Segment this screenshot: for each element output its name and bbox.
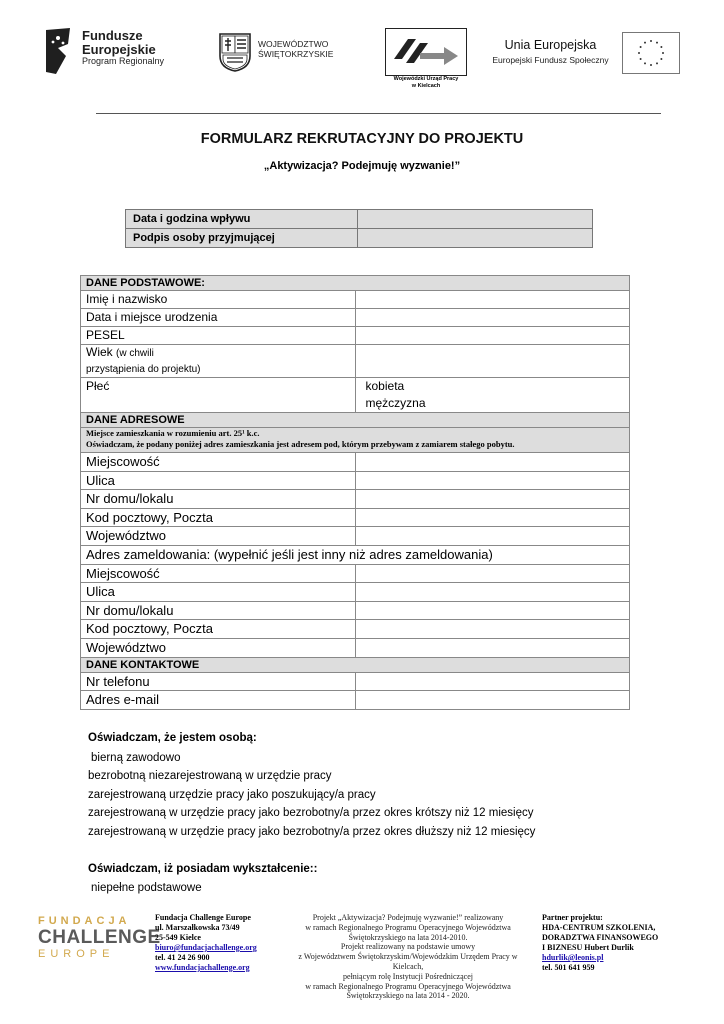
age-label (81, 345, 356, 378)
fundusze-europejskie-logo (44, 26, 76, 81)
table-row (81, 453, 630, 472)
proj-line1: Projekt „Aktywizacja? Podejmuję wyzwanie!” realizowany (312, 913, 504, 922)
sw-line2: ŚWIĘTOKRZYSKIE (258, 48, 334, 59)
fundusze-europejskie-text (82, 29, 164, 67)
status-option-3[interactable]: zarejestrowaną urzędzie pracy jako poszukujący/a pracy (88, 789, 376, 801)
status-option-5[interactable]: zarejestrowaną w urzędzie pracy jako bezrobotny/a przez okres dłuższy niż 12 miesięcy (88, 826, 536, 838)
table-row (81, 490, 630, 509)
partner-tel: tel. 501 641 959 (542, 963, 595, 972)
intake-signature-field[interactable] (358, 229, 593, 248)
proj-line5: z Województwem Świętokrzyskim/Wojewódzkim Urzędem Pracy w Kielcach, (298, 952, 518, 971)
partner-line2: DORADZTWA FINANSOWEGO (542, 933, 659, 942)
partner-line3: I BIZNESU Hubert Durlik (542, 943, 634, 952)
wup-line2: w Kielcach (411, 82, 441, 89)
partner-email-link[interactable]: hdurlik@leonis.pl (542, 953, 604, 962)
house-label: Nr domu/lokalu (81, 490, 356, 509)
registered-address-heading: Adres zameldowania: (wypełnić jeśli jest inny niż adres zameldowania) (81, 545, 630, 564)
partner-line1: HDA-CENTRUM SZKOLENIA, (542, 923, 656, 932)
partner-heading: Partner projektu: (542, 913, 603, 922)
ue-line2: Europejski Fundusz Społeczny (492, 55, 609, 65)
basic-data-heading: DANE PODSTAWOWE: (81, 276, 630, 291)
swietokrzyskie-crest-icon (218, 32, 252, 77)
address-note-line2: Oświadczam, że podany poniżej adres zamieszkania jest adresem pod, którym przebywam z zamiarem stałego pobytu. (86, 439, 515, 449)
proj-line6: pełniącym rolę Instytucji Pośredniczącej (343, 971, 473, 981)
org-tel: tel. 41 24 26 900 (155, 953, 210, 962)
intake-row (126, 229, 593, 248)
postal-field[interactable] (355, 508, 630, 527)
reg-postal-field[interactable] (355, 620, 630, 639)
table-row (81, 508, 630, 527)
reg-city-label: Miejscowość (81, 564, 356, 583)
foundation-address (155, 913, 257, 973)
age-label-note2: przystąpienia do projektu) (86, 364, 201, 375)
eu-flag-icon (622, 32, 680, 74)
intake-table (125, 209, 593, 248)
proj-line7: w ramach Regionalnego Programu Operacyjnego Województwa (305, 981, 511, 991)
ue-line1: Unia Europejska (504, 38, 597, 52)
status-option-4[interactable]: zarejestrowaną w urzędzie pracy jako bezrobotny/a przez okres krótszy niż 12 miesięcy (88, 807, 534, 819)
section-contact (81, 657, 630, 672)
table-row (81, 672, 630, 691)
age-label-main: Wiek (86, 345, 113, 359)
name-label: Imię i nazwisko (81, 291, 356, 309)
intake-date-label: Data i godzina wpływu (126, 210, 358, 229)
table-row (81, 564, 630, 583)
wup-logo (385, 28, 467, 76)
org-name: Fundacja Challenge Europe (155, 913, 251, 922)
age-label-note1: (w chwili (116, 348, 154, 359)
reg-street-field[interactable] (355, 583, 630, 602)
section-address (81, 413, 630, 428)
fc-word3: EUROPE (38, 948, 115, 960)
fc-word1: FUNDACJA (38, 915, 131, 927)
status-declaration-heading: Oświadczam, że jestem osobą: (88, 732, 257, 744)
page-title: FORMULARZ REKRUTACYJNY DO PROJEKTU (200, 131, 524, 147)
name-field[interactable] (355, 291, 630, 309)
table-row (81, 601, 630, 620)
reg-house-label: Nr domu/lokalu (81, 601, 356, 620)
province-label: Województwo (81, 527, 356, 546)
street-label: Ulica (81, 471, 356, 490)
header-divider (96, 113, 661, 114)
unia-europejska-text (488, 38, 613, 65)
org-city: 25-549 Kielce (155, 933, 201, 942)
org-street: ul. Marszałkowska 73/49 (155, 923, 240, 932)
sex-option-male[interactable]: mężczyzna (365, 396, 426, 410)
section-basic (81, 276, 630, 291)
sex-label: Płeć (81, 378, 356, 413)
table-row (81, 309, 630, 327)
proj-line4: Projekt realizowany na podstawie umowy (340, 942, 476, 952)
sex-option-female[interactable]: kobieta (365, 379, 405, 393)
reg-province-label: Województwo (81, 638, 356, 657)
table-row (81, 527, 630, 546)
address-note-line1: Miejsce zamieszkania w rozumieniu art. 25¹ k.c. (86, 428, 260, 438)
proj-line8: Świętokrzyskiego na lata 2014 - 2020. (346, 991, 470, 1001)
pesel-field[interactable] (355, 327, 630, 345)
address-note (81, 428, 630, 453)
phone-field[interactable] (355, 672, 630, 691)
reg-province-field[interactable] (355, 638, 630, 657)
reg-city-field[interactable] (355, 564, 630, 583)
table-row (81, 691, 630, 710)
house-field[interactable] (355, 490, 630, 509)
email-label: Adres e-mail (81, 691, 356, 710)
fundacja-challenge-logo (38, 915, 161, 961)
sw-line1: WOJEWÓDZTWO (258, 39, 329, 49)
reg-street-label: Ulica (81, 583, 356, 602)
project-subtitle: „Aktywizacja? Podejmuję wyzwanie!” (263, 160, 461, 172)
fe-line1: Fundusze (82, 28, 143, 43)
sex-options (355, 378, 630, 413)
project-info (290, 913, 526, 1001)
status-option-2[interactable]: bezrobotną niezarejestrowaną w urzędzie pracy (88, 770, 332, 782)
postal-label: Kod pocztowy, Poczta (81, 508, 356, 527)
province-field[interactable] (355, 527, 630, 546)
swietokrzyskie-text (258, 40, 333, 60)
phone-label: Nr telefonu (81, 672, 356, 691)
table-row (81, 638, 630, 657)
table-row (81, 620, 630, 639)
city-field[interactable] (355, 453, 630, 472)
address-note-row (81, 428, 630, 453)
birth-label: Data i miejsce urodzenia (81, 309, 356, 327)
project-partner (542, 913, 658, 973)
fe-line3: Program Regionalny (82, 56, 165, 67)
contact-heading: DANE KONTAKTOWE (81, 657, 630, 672)
table-row (81, 345, 630, 378)
education-option-1[interactable]: niepełne podstawowe (91, 882, 202, 894)
birth-field[interactable] (355, 309, 630, 327)
reg-postal-label: Kod pocztowy, Poczta (81, 620, 356, 639)
org-www-link[interactable]: www.fundacjachallenge.org (155, 963, 250, 972)
table-row (81, 471, 630, 490)
city-label: Miejscowość (81, 453, 356, 472)
status-option-1[interactable]: bierną zawodowo (91, 752, 181, 764)
wup-text (378, 76, 474, 89)
wup-line1: Wojewódzki Urząd Pracy (393, 76, 459, 82)
fc-word2: CHALLENGE (38, 927, 161, 948)
table-row (81, 583, 630, 602)
table-row (81, 291, 630, 309)
intake-date-field[interactable] (358, 210, 593, 229)
intake-signature-label: Podpis osoby przyjmującej (126, 229, 358, 248)
fe-line2: Europejskie (82, 41, 156, 57)
proj-line3: Świętokrzyskiego na lata 2014-2010. (348, 932, 468, 942)
address-heading: DANE ADRESOWE (81, 413, 630, 428)
intake-row (126, 210, 593, 229)
age-field[interactable] (355, 345, 630, 378)
org-email-link[interactable]: biuro@fundacjachallenge.org (155, 943, 257, 952)
reg-house-field[interactable] (355, 601, 630, 620)
table-row (81, 378, 630, 413)
email-field[interactable] (355, 691, 630, 710)
education-declaration-heading: Oświadczam, iż posiadam wykształcenie:: (88, 863, 318, 875)
proj-line2: w ramach Regionalnego Programu Operacyjnego Województwa (305, 922, 511, 932)
pesel-label: PESEL (81, 327, 356, 345)
recruitment-form (80, 275, 630, 710)
table-row (81, 545, 630, 564)
table-row (81, 327, 630, 345)
street-field[interactable] (355, 471, 630, 490)
